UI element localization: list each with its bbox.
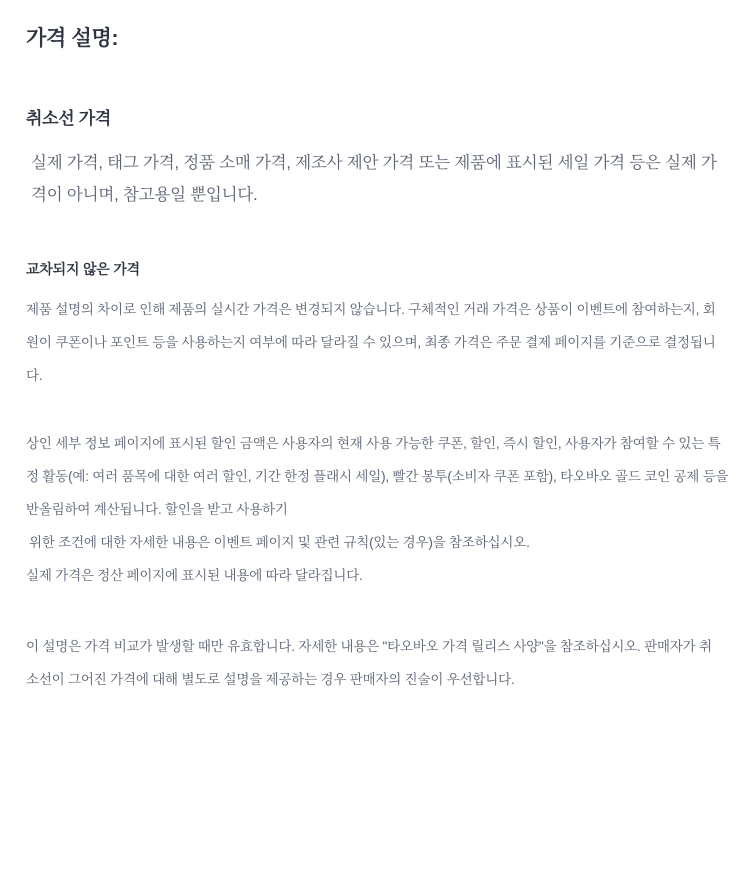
body-paragraph-settlement-page: 실제 가격은 정산 페이지에 표시된 내용에 따라 달라집니다. <box>26 567 363 583</box>
body-paragraph-conditions-reference: 위한 조건에 대한 자세한 내용은 이벤트 페이지 및 관련 규칙(있는 경우)을 참조하십시오. <box>29 534 530 550</box>
body-paragraph-discount-calculation: 상인 세부 정보 페이지에 표시된 할인 금액은 사용자의 현재 사용 가능한 쿠폰, 할인, 즉시 할인, 사용자가 참여할 수 있는 특정 활동(예: 여러 품목에 대한 여러 할인, 기간 한정 플래시 세일), 빨간 봉투(소비자 쿠폰 포함), 타오바오 골드 코인 공제 등을 반올림하여 계산됩니다. 할인을 받고 사용하기 <box>26 435 729 517</box>
page-title: 가격 설명: <box>26 27 119 50</box>
section-lead-paragraph: 실제 가격, 태그 가격, 정품 소매 가격, 제조사 제안 가격 또는 제품에 표시된 세일 가격 등은 실제 가격이 아니며, 참고용일 뿐입니다. <box>31 154 717 205</box>
body-paragraph-realtime-price: 제품 설명의 차이로 인해 제품의 실시간 가격은 변경되지 않습니다. 구체적인 거래 가격은 상품이 이벤트에 참여하는지, 회원이 쿠폰이나 포인트 등을 사용하는지 여부에 따라 달라질 수 있으며, 최종 가격은 주문 결제 페이지를 기준으로 결정됩니다. <box>26 302 716 384</box>
section-heading-non-crossed-price: 교차되지 않은 가격 <box>26 261 140 278</box>
body-paragraph-price-comparison-validity: 이 설명은 가격 비교가 발생할 때만 유효합니다. 자세한 내용은 "타오바오 가격 릴리스 사양"을 참조하십시오. 판매자가 취소선이 그어진 가격에 대해 별도로 설명을 제공하는 경우 판매자의 진술이 우선합니다. <box>26 638 712 687</box>
section-heading-strikethrough-price: 취소선 가격 <box>26 109 112 128</box>
